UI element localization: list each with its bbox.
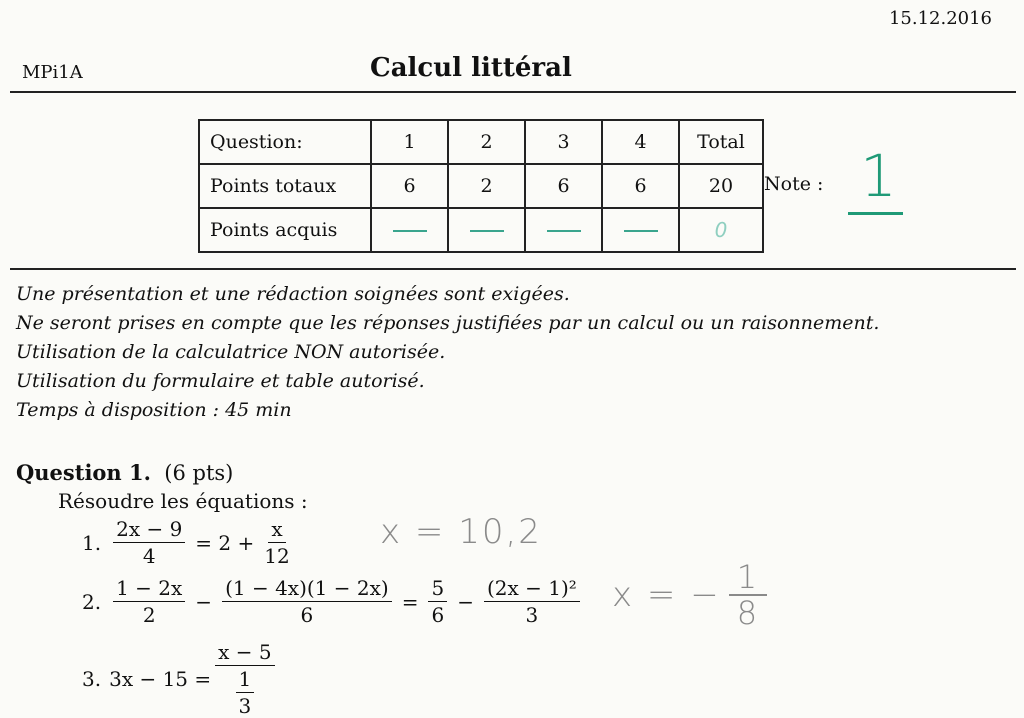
instruction-line: Utilisation du formulaire et table autorisé. bbox=[16, 370, 425, 392]
points-cell: 6 bbox=[371, 164, 448, 208]
exam-date: 15.12.2016 bbox=[888, 8, 992, 29]
page-title: Calcul littéral bbox=[370, 53, 572, 83]
operator-equals: = bbox=[401, 589, 419, 614]
fraction bbox=[222, 576, 392, 627]
denominator: 6 bbox=[300, 603, 314, 627]
operator-minus: − bbox=[195, 589, 213, 614]
table-row bbox=[199, 164, 763, 208]
handwritten-dash bbox=[624, 230, 658, 232]
fraction bbox=[264, 517, 289, 568]
fraction bbox=[484, 576, 580, 627]
row-label-question: Question: bbox=[199, 120, 371, 164]
question-number: 3 bbox=[525, 120, 602, 164]
numerator: x − 5 bbox=[215, 640, 274, 666]
denominator: 8 bbox=[736, 594, 760, 632]
denominator: 2 bbox=[142, 603, 156, 627]
section-divider bbox=[10, 268, 1016, 270]
equation-number: 1. bbox=[82, 530, 102, 555]
header-divider bbox=[10, 91, 1016, 93]
fraction bbox=[215, 640, 274, 718]
question-number: 4 bbox=[602, 120, 679, 164]
handwritten-answer-2 bbox=[612, 560, 767, 630]
question-number: 1 bbox=[371, 120, 448, 164]
numerator: x bbox=[268, 517, 285, 543]
instruction-line: Une présentation et une rédaction soignées sont exigées. bbox=[16, 283, 570, 305]
points-cell: 6 bbox=[525, 164, 602, 208]
instruction-line: Ne seront prises en compte que les réponses justifiées par un calcul ou un raisonnement. bbox=[16, 312, 880, 334]
acquired-cell bbox=[602, 208, 679, 252]
total-header: Total bbox=[679, 120, 763, 164]
points-cell: 2 bbox=[448, 164, 525, 208]
denominator: 6 bbox=[431, 603, 445, 627]
handwritten-dash bbox=[547, 230, 581, 232]
note-label: Note : bbox=[764, 173, 824, 195]
table-row bbox=[199, 208, 763, 252]
numerator: 1 bbox=[729, 560, 767, 596]
row-label-points-total: Points totaux bbox=[199, 164, 371, 208]
denominator: 3 bbox=[238, 694, 252, 718]
inner-fraction bbox=[236, 667, 255, 718]
points-total-sum: 20 bbox=[679, 164, 763, 208]
numerator: 2x − 9 bbox=[113, 517, 185, 543]
answer-fraction bbox=[729, 560, 767, 630]
instruction-line: Utilisation de la calculatrice NON autorisée. bbox=[16, 341, 446, 363]
handwritten-dash bbox=[393, 230, 427, 232]
fraction bbox=[113, 576, 185, 627]
equation-number: 2. bbox=[82, 589, 102, 614]
denominator: 12 bbox=[264, 544, 290, 568]
denominator: 4 bbox=[142, 544, 156, 568]
acquired-cell bbox=[525, 208, 602, 252]
instruction-line: Temps à disposition : 45 min bbox=[16, 399, 292, 421]
class-code: MPi1A bbox=[22, 62, 83, 83]
operator-minus: − bbox=[457, 589, 474, 614]
acquired-cell bbox=[448, 208, 525, 252]
acquired-cell bbox=[371, 208, 448, 252]
handwritten-dash bbox=[470, 230, 504, 232]
question-intro: Résoudre les équations : bbox=[58, 489, 308, 513]
equation-2 bbox=[82, 576, 584, 627]
acquired-total bbox=[679, 208, 763, 252]
answer-prefix: x = − bbox=[612, 575, 721, 615]
points-cell: 6 bbox=[602, 164, 679, 208]
fraction bbox=[113, 517, 185, 568]
question-label: Question 1. bbox=[16, 460, 151, 485]
table-row bbox=[199, 120, 763, 164]
denominator bbox=[232, 666, 259, 718]
handwritten-answer-1: x = 10,2 bbox=[380, 512, 542, 552]
equation-1 bbox=[82, 517, 294, 568]
denominator: 3 bbox=[525, 603, 539, 627]
fraction bbox=[428, 576, 447, 627]
numerator: (1 − 4x)(1 − 2x) bbox=[222, 576, 392, 602]
acquired-total-value: 0 bbox=[714, 218, 728, 242]
points-table bbox=[198, 119, 764, 253]
instructions bbox=[16, 280, 879, 425]
equation-3 bbox=[82, 640, 279, 718]
question-points: (6 pts) bbox=[164, 461, 234, 485]
numerator: (2x − 1)² bbox=[484, 576, 580, 602]
note-value: 1 bbox=[848, 140, 903, 215]
numerator: 5 bbox=[428, 576, 447, 602]
question-title bbox=[16, 460, 233, 485]
numerator: 1 bbox=[236, 667, 255, 693]
numerator: 1 − 2x bbox=[113, 576, 185, 602]
row-label-points-acquired: Points acquis bbox=[199, 208, 371, 252]
equation-number: 3. bbox=[82, 667, 102, 691]
question-number: 2 bbox=[448, 120, 525, 164]
equation-lhs: 3x − 15 = bbox=[109, 667, 212, 691]
equation-rhs: = 2 + bbox=[195, 530, 255, 555]
